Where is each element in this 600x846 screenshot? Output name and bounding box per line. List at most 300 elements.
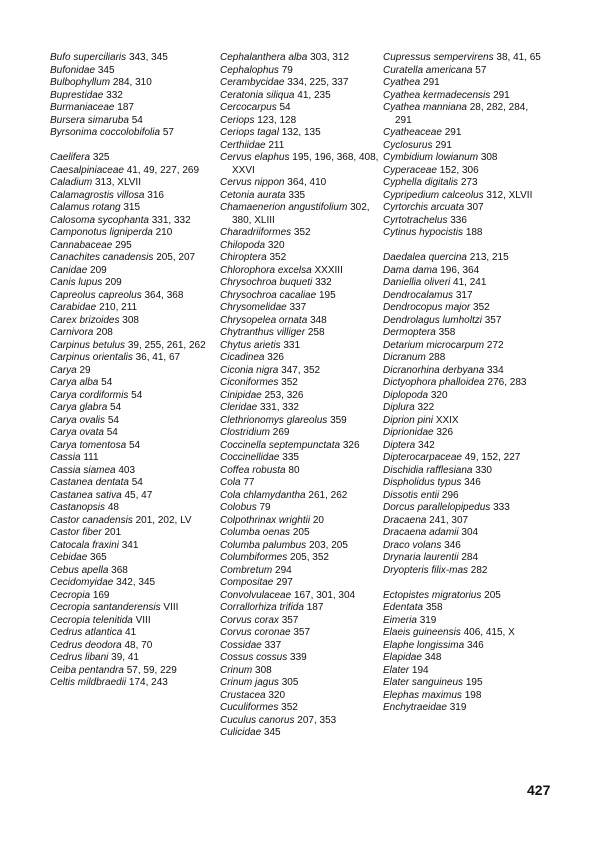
index-term: Coccinella septempunctata — [220, 439, 341, 451]
index-term: Caladium — [50, 177, 93, 188]
index-pages: 304 — [461, 527, 479, 538]
index-pages: 357 — [281, 614, 299, 626]
index-entry — [50, 565, 210, 578]
index-pages: VIII — [163, 602, 179, 613]
index-pages: 358 — [438, 327, 456, 338]
index-entry — [220, 490, 380, 503]
index-pages: 339 — [290, 652, 307, 663]
index-entry — [220, 590, 380, 603]
index-term: Dissotis entii — [383, 489, 440, 501]
index-entry — [50, 177, 210, 190]
index-entry — [383, 552, 543, 565]
index-pages: 313, XLVII — [95, 177, 141, 188]
index-term: Culicidae — [220, 727, 262, 738]
index-pages: 358 — [425, 602, 443, 613]
index-entry — [220, 265, 380, 278]
index-entry — [220, 440, 380, 453]
index-pages: 357 — [293, 627, 311, 638]
index-term: Cola chlamydantha — [220, 489, 306, 501]
index-entry — [383, 440, 543, 453]
index-pages: 188 — [465, 227, 483, 238]
index-term: Bulbophyllum — [50, 77, 111, 88]
index-term: Camponotus ligniperda — [50, 227, 153, 238]
index-pages: 54 — [131, 389, 143, 401]
index-entry — [50, 240, 210, 253]
index-pages: 331, 332 — [151, 214, 191, 226]
index-term: Elater — [383, 664, 410, 676]
index-term: Cleridae — [220, 402, 258, 413]
index-entry — [50, 265, 210, 278]
index-term: Castor canadensis — [50, 514, 133, 526]
index-entry — [383, 615, 543, 628]
index-pages: 79 — [281, 64, 293, 76]
index-term: Coccinellidae — [220, 452, 280, 463]
index-term: Elaphe longissima — [383, 639, 465, 651]
index-pages: 132, 135 — [281, 127, 321, 138]
index-entry — [50, 577, 210, 590]
index-pages: 79 — [259, 502, 271, 513]
index-pages: 341 — [121, 539, 139, 551]
index-pages: 28, 282, 284, 291 — [395, 102, 529, 126]
index-entry — [50, 90, 210, 103]
index-entry — [50, 665, 210, 678]
index-pages: 335 — [288, 189, 306, 201]
index-term: Columbiformes — [220, 552, 288, 563]
index-pages: 169 — [92, 589, 110, 601]
index-term: Chrysochroa cacaliae — [220, 289, 317, 301]
index-entry — [50, 52, 210, 65]
index-entry — [50, 340, 210, 353]
index-pages: 352 — [473, 302, 490, 313]
index-pages: 295 — [115, 239, 132, 251]
index-pages: 111 — [83, 452, 99, 463]
index-pages: 48 — [107, 502, 119, 513]
index-term: Enchytraeidae — [383, 702, 447, 713]
index-term: Castanea sativa — [50, 489, 122, 501]
index-pages: 198 — [464, 689, 482, 701]
index-pages: 213, 215 — [469, 252, 509, 263]
index-term: Convolvulaceae — [220, 589, 292, 601]
index-pages: 368 — [111, 564, 128, 576]
index-term: Cupressus sempervirens — [383, 52, 494, 63]
index-pages: 347, 352 — [281, 364, 321, 376]
index-pages: 296 — [441, 489, 459, 501]
index-term: Certhiidae — [220, 139, 266, 151]
index-pages: 187 — [117, 102, 134, 113]
index-entry — [50, 77, 210, 90]
index-term: Bufonidae — [50, 64, 96, 76]
index-term: Cyperaceae — [383, 164, 437, 176]
index-entry — [383, 102, 543, 127]
index-term: Canis lupus — [50, 277, 103, 288]
index-pages: 201 — [104, 527, 122, 538]
index-entry — [383, 452, 543, 465]
index-pages: VIII — [135, 614, 151, 626]
index-term: Dracaena — [383, 514, 427, 526]
index-entry — [383, 390, 543, 403]
index-pages: 211 — [268, 139, 285, 151]
index-entry — [50, 202, 210, 215]
index-term: Cetonia aurata — [220, 189, 286, 201]
index-entry — [220, 327, 380, 340]
index-entry — [220, 677, 380, 690]
index-term: Cecropia — [50, 589, 91, 601]
index-term: Chrysomelidae — [220, 302, 287, 313]
index-term: Daedalea quercina — [383, 252, 467, 263]
index-entry — [220, 515, 380, 528]
index-entry — [220, 640, 380, 653]
index-entry — [383, 327, 543, 340]
index-term: Cyrtotrachelus — [383, 214, 448, 226]
index-entry — [383, 340, 543, 353]
index-pages: 320 — [267, 239, 285, 251]
index-term: Edentata — [383, 602, 424, 613]
index-entry — [50, 477, 210, 490]
index-entry — [383, 652, 543, 665]
index-entry — [220, 365, 380, 378]
index-pages: 45, 47 — [124, 489, 153, 501]
index-pages: 346 — [466, 639, 484, 651]
index-entry — [383, 352, 543, 365]
index-entry — [220, 252, 380, 265]
index-term: Diplopoda — [383, 389, 429, 401]
index-pages: 210 — [155, 227, 173, 238]
index-entry — [220, 240, 380, 253]
index-entry — [220, 315, 380, 328]
index-term: Cyrtorchis arcuata — [383, 202, 465, 213]
index-entry — [220, 690, 380, 703]
index-pages: 209 — [105, 277, 122, 288]
index-term: Elapidae — [383, 652, 422, 663]
index-term: Clethrionomys glareolus — [220, 414, 328, 426]
index-entry — [383, 177, 543, 190]
index-entry — [220, 277, 380, 290]
index-pages: 201, 202, LV — [135, 514, 192, 526]
index-pages: 49, 152, 227 — [464, 452, 521, 463]
index-entry — [50, 127, 210, 140]
index-entry — [220, 340, 380, 353]
index-term: Corvus corax — [220, 614, 279, 626]
index-pages: 320 — [268, 689, 286, 701]
index-pages: 297 — [276, 577, 293, 588]
index-pages: 195 — [318, 289, 336, 301]
index-entry — [50, 402, 210, 415]
index-pages: 294 — [275, 564, 292, 576]
index-term: Chamaenerion angustifolium — [220, 202, 348, 213]
index-pages: 39, 41 — [111, 652, 139, 663]
index-pages: 326 — [342, 439, 360, 451]
index-pages: 57 — [162, 127, 174, 138]
index-pages: 346 — [444, 539, 461, 551]
index-term: Corvus coronae — [220, 627, 291, 638]
index-entry — [383, 402, 543, 415]
index-term: Canachites canadensis — [50, 252, 154, 263]
index-entry — [220, 540, 380, 553]
index-pages: 357 — [484, 314, 502, 326]
index-pages: 303, 312 — [310, 52, 350, 63]
index-entry — [383, 302, 543, 315]
index-term: Carya tomentosa — [50, 439, 127, 451]
index-pages: 307 — [466, 202, 484, 213]
index-term: Dama dama — [383, 264, 438, 276]
index-entry — [220, 565, 380, 578]
index-term: Chytus arietis — [220, 339, 281, 351]
index-entry — [220, 652, 380, 665]
index-entry — [220, 352, 380, 365]
index-entry — [50, 302, 210, 315]
index-term: Caelifera — [50, 152, 91, 163]
index-pages: 167, 301, 304 — [293, 589, 356, 601]
index-pages: 209 — [90, 264, 107, 276]
index-pages: 352 — [293, 227, 311, 238]
index-term: Dryopteris filix-mas — [383, 564, 469, 576]
index-pages: 273 — [460, 177, 478, 188]
index-column-3 — [383, 52, 543, 715]
index-pages: 331 — [283, 339, 301, 351]
index-entry — [220, 702, 380, 715]
index-pages: 282 — [470, 564, 488, 576]
index-term: Crustacea — [220, 689, 266, 701]
index-pages: 205, 352 — [290, 552, 329, 563]
index-pages: 308 — [480, 152, 498, 163]
index-pages: 364, 368 — [144, 289, 184, 301]
index-term: Burmaniaceae — [50, 102, 115, 113]
index-entry — [383, 265, 543, 278]
index-pages: 331, 332 — [260, 402, 299, 413]
index-term: Carya cordiformis — [50, 389, 129, 401]
index-entry — [383, 540, 543, 553]
index-entry — [220, 77, 380, 90]
index-term: Bursera simaruba — [50, 114, 129, 126]
index-entry — [383, 565, 543, 578]
index-pages: 352 — [269, 252, 287, 263]
index-term: Cedrus libani — [50, 652, 109, 663]
index-entry — [383, 315, 543, 328]
index-entry — [220, 727, 380, 740]
index-entry — [383, 65, 543, 78]
index-entry — [383, 152, 543, 165]
index-pages: 57, 59, 229 — [126, 664, 177, 676]
index-entry — [383, 502, 543, 515]
index-entry — [220, 402, 380, 415]
letter-section-gap — [50, 140, 210, 153]
index-pages: 29 — [79, 364, 91, 376]
index-term: Cuculus canorus — [220, 714, 295, 726]
index-pages: 195, 196, 368, 408, XXVI — [232, 152, 379, 176]
index-entry — [50, 327, 210, 340]
index-entry — [50, 290, 210, 303]
index-entry — [50, 102, 210, 115]
index-entry — [50, 65, 210, 78]
index-term: Dicranum — [383, 352, 426, 363]
index-term: Carex brizoides — [50, 314, 120, 326]
index-entry — [50, 227, 210, 240]
index-term: Celtis mildbraedii — [50, 677, 127, 688]
index-pages: 334, 225, 337 — [287, 77, 349, 88]
index-entry — [50, 465, 210, 478]
index-term: Chilopoda — [220, 239, 266, 251]
index-term: Canidae — [50, 264, 88, 276]
index-entry — [383, 277, 543, 290]
index-term: Ceriops tagal — [220, 127, 279, 138]
index-entry — [220, 302, 380, 315]
index-term: Calamus rotang — [50, 202, 121, 213]
index-pages: XXIX — [435, 414, 459, 426]
index-term: Elephas maximus — [383, 689, 462, 701]
index-entry — [220, 615, 380, 628]
index-pages: 319 — [449, 702, 467, 713]
index-entry — [50, 115, 210, 128]
index-pages: 187 — [306, 602, 324, 613]
index-term: Cyathea kermadecensis — [383, 89, 491, 101]
index-pages: 319 — [419, 614, 437, 626]
index-pages: 258 — [307, 327, 325, 338]
index-pages: 194 — [411, 664, 429, 676]
index-pages: 326 — [267, 352, 284, 363]
index-term: Caesalpiniaceae — [50, 164, 124, 176]
index-entry — [383, 252, 543, 265]
index-pages: 54 — [106, 427, 118, 438]
index-entry — [383, 290, 543, 303]
index-entry — [383, 127, 543, 140]
index-entry — [220, 390, 380, 403]
index-term: Ceratonia siliqua — [220, 89, 295, 101]
index-pages: 48, 70 — [124, 639, 153, 651]
index-entry — [50, 590, 210, 603]
index-entry — [220, 577, 380, 590]
index-entry — [220, 52, 380, 65]
index-pages: 315 — [123, 202, 141, 213]
index-term: Coffea robusta — [220, 464, 286, 476]
index-term: Carya alba — [50, 377, 99, 388]
index-entry — [220, 477, 380, 490]
index-entry — [50, 627, 210, 640]
index-entry — [50, 527, 210, 540]
index-pages: 406, 415, X — [463, 627, 515, 638]
index-pages: 196, 364 — [440, 264, 480, 276]
index-entry — [383, 465, 543, 478]
index-pages: 210, 211 — [98, 302, 138, 313]
index-pages: 326 — [436, 427, 454, 438]
index-term: Corrallorhiza trifida — [220, 602, 304, 613]
index-pages: 365 — [90, 552, 107, 563]
index-entry — [50, 277, 210, 290]
index-term: Cebidae — [50, 552, 88, 563]
index-pages: 269 — [272, 427, 290, 438]
index-pages: 39, 255, 261, 262 — [127, 339, 206, 351]
index-pages: 325 — [92, 152, 110, 163]
index-pages: 54 — [131, 477, 143, 488]
index-term: Columba oenas — [220, 527, 291, 538]
index-pages: 41 — [125, 627, 137, 638]
index-entry — [50, 415, 210, 428]
index-pages: 284, 310 — [112, 77, 152, 88]
index-entry — [383, 215, 543, 228]
index-entry — [383, 690, 543, 703]
index-pages: 364, 410 — [287, 177, 327, 188]
index-term: Curatella americana — [383, 64, 473, 76]
index-entry — [220, 552, 380, 565]
index-entry — [220, 90, 380, 103]
index-term: Carya glabra — [50, 402, 108, 413]
index-pages: 333 — [493, 502, 510, 513]
index-entry — [220, 290, 380, 303]
index-entry — [383, 477, 543, 490]
index-term: Cicadinea — [220, 352, 265, 363]
index-pages: 54 — [110, 402, 122, 413]
index-term: Catocala fraxini — [50, 539, 119, 551]
index-term: Cecidomyidae — [50, 577, 114, 588]
index-term: Cytinus hypocistis — [383, 227, 464, 238]
index-term: Capreolus capreolus — [50, 289, 142, 301]
index-term: Colpothrinax wrightii — [220, 514, 311, 526]
index-entry — [383, 677, 543, 690]
index-term: Carya ovalis — [50, 414, 106, 426]
index-column-2 — [220, 52, 380, 740]
index-entry — [50, 390, 210, 403]
index-term: Byrsonima coccolobifolia — [50, 127, 161, 138]
index-entry — [220, 427, 380, 440]
index-pages: 288 — [428, 352, 446, 363]
index-term: Cossus cossus — [220, 652, 288, 663]
index-term: Columba palumbus — [220, 539, 307, 551]
index-pages: 342, 345 — [116, 577, 156, 588]
index-pages: 54 — [279, 102, 291, 113]
index-entry — [50, 440, 210, 453]
index-term: Calamagrostis villosa — [50, 189, 145, 201]
index-term: Diprion pini — [383, 414, 434, 426]
index-pages: 241, 307 — [429, 514, 469, 526]
index-pages: 348 — [310, 314, 327, 326]
index-entry — [220, 602, 380, 615]
index-pages: XXXIII — [314, 264, 343, 276]
index-term: Cuculiformes — [220, 702, 279, 713]
index-term: Buprestidae — [50, 89, 104, 101]
index-pages: 54 — [131, 114, 143, 126]
index-term: Cervus nippon — [220, 177, 285, 188]
index-term: Eimeria — [383, 614, 417, 626]
index-term: Cebus apella — [50, 564, 109, 576]
index-term: Cercocarpus — [220, 102, 277, 113]
letter-section-gap — [383, 577, 543, 590]
index-pages: 205 — [484, 589, 501, 601]
index-entry — [50, 427, 210, 440]
index-term: Colobus — [220, 502, 257, 513]
index-pages: 195 — [465, 677, 483, 688]
index-pages: 57 — [475, 64, 487, 76]
index-term: Carnivora — [50, 327, 94, 338]
index-pages: 80 — [288, 464, 300, 476]
index-term: Dispholidus typus — [383, 477, 462, 488]
index-term: Chrysochroa buqueti — [220, 277, 313, 288]
index-pages: 54 — [128, 439, 141, 451]
index-term: Chrysopelea ornata — [220, 314, 308, 326]
index-entry — [50, 490, 210, 503]
index-pages: 253, 326 — [264, 389, 304, 401]
index-entry — [50, 152, 210, 165]
index-term: Cephalophus — [220, 64, 279, 76]
index-entry — [50, 602, 210, 615]
index-term: Castanea dentata — [50, 477, 129, 488]
index-term: Cola — [220, 477, 241, 488]
index-term: Elaeis guineensis — [383, 627, 461, 638]
index-pages: 352 — [281, 377, 298, 388]
index-pages: 308 — [122, 314, 139, 326]
index-pages: 276, 283 — [487, 377, 527, 388]
index-pages: 342 — [418, 439, 435, 451]
index-entry — [50, 640, 210, 653]
index-entry — [383, 377, 543, 390]
